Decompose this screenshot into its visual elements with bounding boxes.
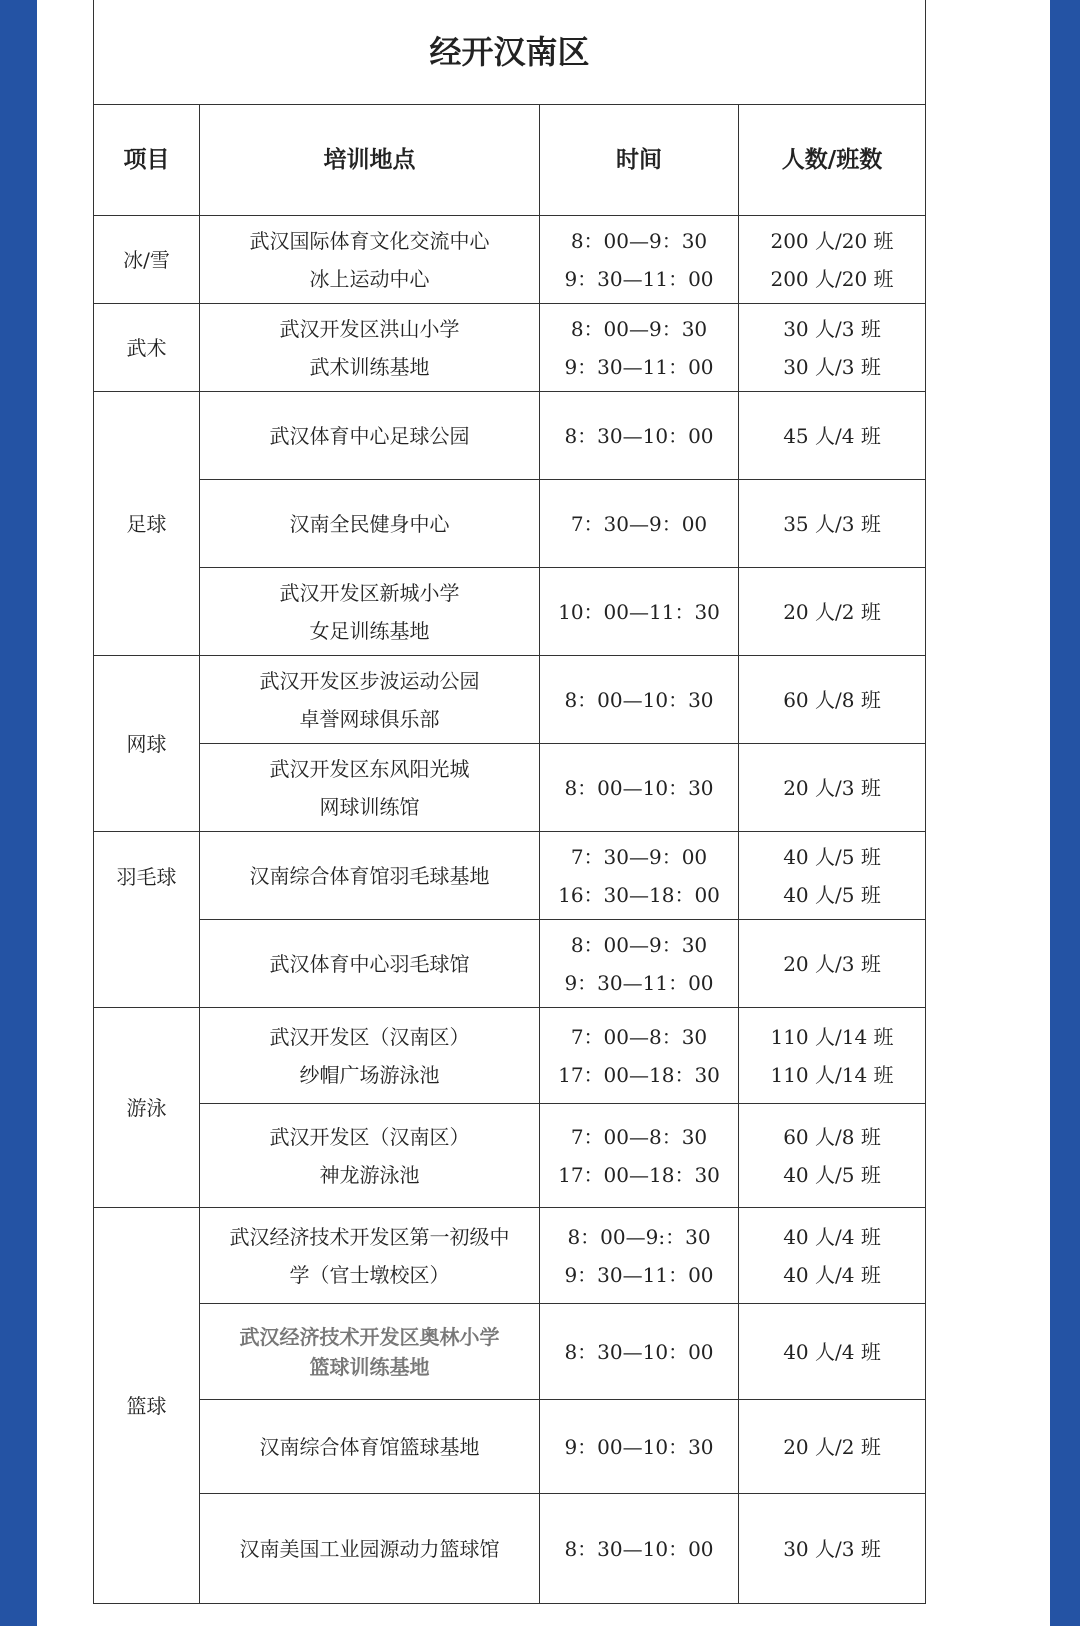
- sport-cell: 足球: [94, 392, 200, 656]
- quota-cell: [739, 656, 926, 744]
- time-line: 8：00—9：30: [570, 932, 708, 957]
- time-line: 10：00—11：30: [558, 599, 720, 624]
- quota-line: 35 人/3 班: [783, 511, 881, 536]
- time-line: 7：00—8：30: [570, 1124, 708, 1149]
- time-line: 8：30—10：00: [564, 1536, 714, 1561]
- location-line: 武汉经济技术开发区第一初级中: [229, 1224, 510, 1249]
- quota-line: 40 人/4 班: [783, 1339, 881, 1364]
- time-cell: [540, 832, 739, 920]
- header-quota: 人数/班数: [739, 105, 926, 216]
- time-line: 8：00—9:：30: [567, 1224, 711, 1249]
- location-cell: [200, 392, 540, 480]
- location-cell: [200, 744, 540, 832]
- location-cell: [200, 480, 540, 568]
- time-cell: [540, 744, 739, 832]
- quota-line: 20 人/2 班: [783, 599, 881, 624]
- location-line: 武术训练基地: [309, 354, 430, 379]
- location-line: 汉南全民健身中心: [289, 511, 450, 536]
- time-cell: [540, 216, 739, 304]
- quota-cell: [739, 1104, 926, 1208]
- location-cell: [200, 304, 540, 392]
- location-line: 纱帽广场游泳池: [299, 1062, 440, 1087]
- location-cell: [200, 656, 540, 744]
- time-cell: [540, 920, 739, 1008]
- quota-cell: [739, 392, 926, 480]
- schedule-table: [93, 0, 926, 1604]
- location-line: 武汉开发区新城小学: [279, 580, 460, 605]
- time-cell: [540, 568, 739, 656]
- location-line: 网球训练馆: [319, 794, 420, 819]
- left-blue-border: [0, 0, 37, 1626]
- quota-cell: [739, 1494, 926, 1604]
- location-line: 篮球训练基地: [309, 1354, 430, 1379]
- time-line: 7：30—9：00: [570, 511, 708, 536]
- quota-line: 110 人/14 班: [770, 1062, 894, 1087]
- quota-line: 60 人/8 班: [783, 1124, 881, 1149]
- location-cell: [200, 1208, 540, 1304]
- location-cell: [200, 832, 540, 920]
- location-line: 武汉经济技术开发区奥林小学: [239, 1324, 500, 1349]
- quota-line: 20 人/3 班: [783, 775, 881, 800]
- time-cell: [540, 1304, 739, 1400]
- quota-cell: [739, 1304, 926, 1400]
- quota-line: 30 人/3 班: [783, 316, 881, 341]
- time-cell: [540, 1104, 739, 1208]
- time-cell: [540, 1208, 739, 1304]
- time-line: 8：30—10：00: [564, 1339, 714, 1364]
- time-cell: [540, 1008, 739, 1104]
- location-cell: [200, 216, 540, 304]
- time-cell: [540, 1494, 739, 1604]
- location-line: 汉南美国工业园源动力篮球馆: [239, 1536, 500, 1561]
- quota-line: 200 人/20 班: [770, 266, 894, 291]
- quota-cell: [739, 920, 926, 1008]
- time-line: 9：30—11：00: [564, 354, 714, 379]
- location-cell: [200, 1304, 540, 1400]
- sport-cell: 游泳: [94, 1008, 200, 1208]
- time-cell: [540, 304, 739, 392]
- quota-cell: [739, 480, 926, 568]
- quota-line: 60 人/8 班: [783, 687, 881, 712]
- sport-cell: 网球: [94, 656, 200, 832]
- quota-line: 20 人/2 班: [783, 1434, 881, 1459]
- location-line: 神龙游泳池: [319, 1162, 420, 1187]
- location-line: 武汉体育中心足球公园: [269, 423, 470, 448]
- location-line: 汉南综合体育馆篮球基地: [259, 1434, 480, 1459]
- time-line: 9：00—10：30: [564, 1434, 714, 1459]
- time-line: 9：30—11：00: [564, 970, 714, 995]
- time-line: 9：30—11：00: [564, 266, 714, 291]
- location-cell: [200, 920, 540, 1008]
- location-cell: [200, 1104, 540, 1208]
- quota-cell: [739, 304, 926, 392]
- time-cell: [540, 392, 739, 480]
- location-line: 女足训练基地: [309, 618, 430, 643]
- quota-cell: [739, 832, 926, 920]
- quota-cell: [739, 1008, 926, 1104]
- location-cell: [200, 1494, 540, 1604]
- location-cell: [200, 1008, 540, 1104]
- quota-cell: [739, 568, 926, 656]
- sport-cell: 武术: [94, 304, 200, 392]
- header-item: 项目: [94, 105, 200, 216]
- location-line: 武汉开发区（汉南区）: [269, 1124, 470, 1149]
- location-cell: [200, 1400, 540, 1494]
- quota-line: 45 人/4 班: [783, 423, 881, 448]
- time-line: 17：00—18：30: [558, 1162, 720, 1187]
- time-line: 8：00—10：30: [564, 775, 714, 800]
- quota-line: 30 人/3 班: [783, 354, 881, 379]
- location-line: 武汉体育中心羽毛球馆: [269, 951, 470, 976]
- quota-cell: [739, 1400, 926, 1494]
- sport-cell: 篮球: [94, 1208, 200, 1604]
- location-line: 武汉开发区（汉南区）: [269, 1024, 470, 1049]
- time-line: 8：00—9：30: [570, 228, 708, 253]
- time-line: 7：00—8：30: [570, 1024, 708, 1049]
- time-cell: [540, 480, 739, 568]
- quota-cell: [739, 744, 926, 832]
- sport-cell: 冰/雪: [94, 216, 200, 304]
- quota-line: 30 人/3 班: [783, 1536, 881, 1561]
- quota-line: 40 人/4 班: [783, 1224, 881, 1249]
- time-line: 16：30—18：00: [558, 882, 720, 907]
- sport-cell: 羽毛球: [94, 832, 200, 1008]
- location-line: 武汉国际体育文化交流中心: [249, 228, 490, 253]
- time-line: 7：30—9：00: [570, 844, 708, 869]
- time-line: 9：30—11：00: [564, 1262, 714, 1287]
- time-cell: [540, 656, 739, 744]
- right-blue-border: [1050, 0, 1080, 1626]
- time-line: 8：00—10：30: [564, 687, 714, 712]
- header-time: 时间: [540, 105, 739, 216]
- quota-cell: [739, 1208, 926, 1304]
- header-location: 培训地点: [200, 105, 540, 216]
- quota-line: 40 人/5 班: [783, 882, 881, 907]
- time-cell: [540, 1400, 739, 1494]
- schedule-sheet: [93, 0, 925, 1604]
- location-line: 武汉开发区东风阳光城: [269, 756, 470, 781]
- location-line: 学（官士墩校区）: [289, 1262, 450, 1287]
- location-line: 卓誉网球俱乐部: [299, 706, 440, 731]
- quota-line: 40 人/5 班: [783, 844, 881, 869]
- time-line: 17：00—18：30: [558, 1062, 720, 1087]
- location-cell: [200, 568, 540, 656]
- quota-line: 200 人/20 班: [770, 228, 894, 253]
- location-line: 武汉开发区步波运动公园: [259, 668, 480, 693]
- quota-line: 40 人/5 班: [783, 1162, 881, 1187]
- location-line: 冰上运动中心: [309, 266, 430, 291]
- time-line: 8：00—9：30: [570, 316, 708, 341]
- page-title: 经开汉南区: [94, 0, 926, 105]
- location-line: 汉南综合体育馆羽毛球基地: [249, 863, 490, 888]
- location-line: 武汉开发区洪山小学: [279, 316, 460, 341]
- quota-cell: [739, 216, 926, 304]
- quota-line: 20 人/3 班: [783, 951, 881, 976]
- quota-line: 110 人/14 班: [770, 1024, 894, 1049]
- quota-line: 40 人/4 班: [783, 1262, 881, 1287]
- time-line: 8：30—10：00: [564, 423, 714, 448]
